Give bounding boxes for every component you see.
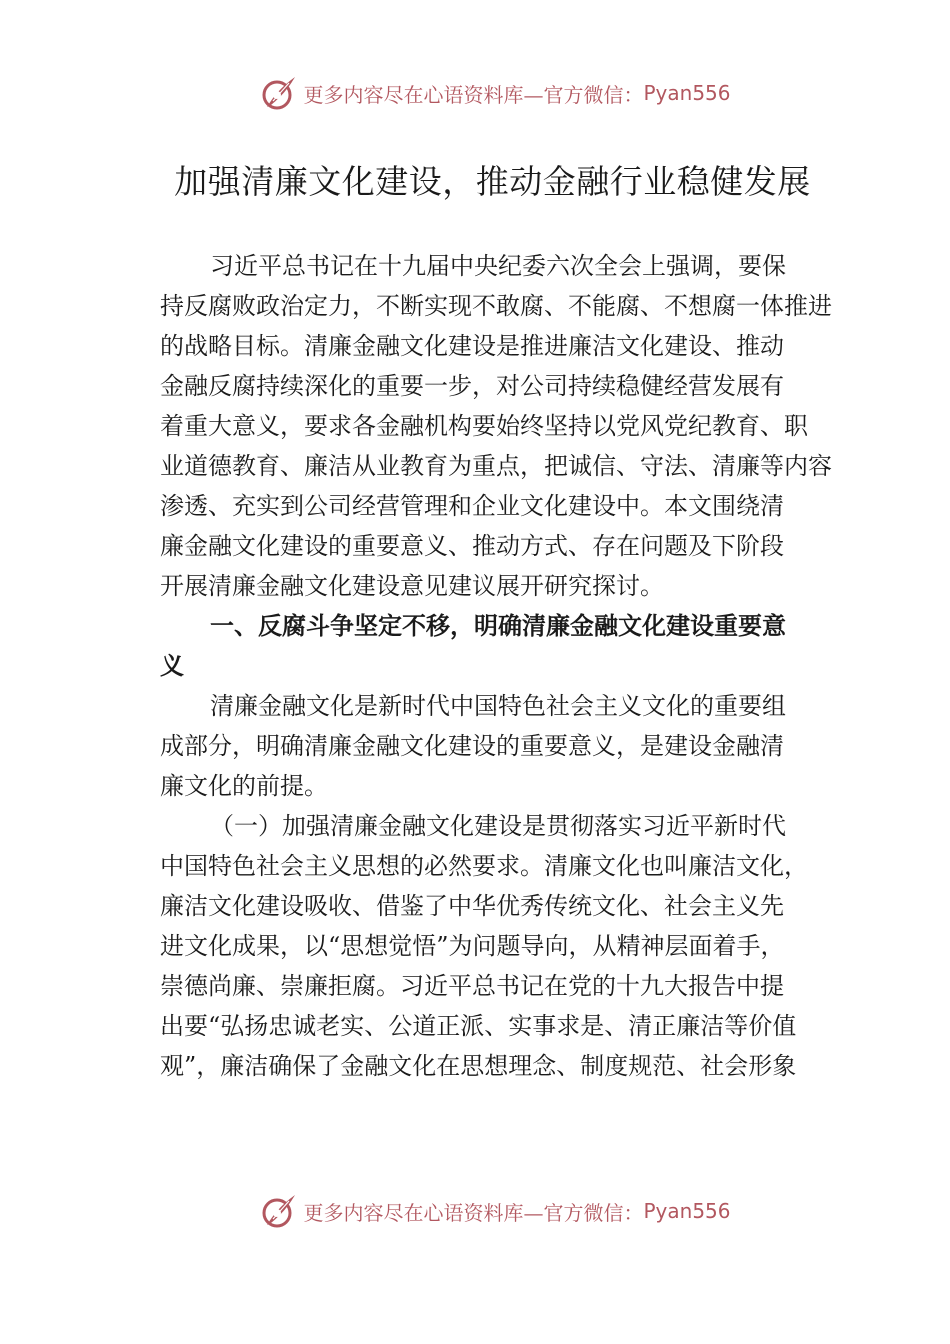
watermark-banner-top — [0, 68, 950, 118]
quill-logo-icon — [259, 1191, 299, 1231]
watermark-text: 更多内容尽在心语资料库—官方微信： — [303, 1200, 644, 1225]
quill-logo-icon — [259, 73, 299, 113]
paragraph-line: 成部分，明确清廉金融文化建设的重要意义，是建设金融清 — [160, 732, 784, 760]
watermark-text: 更多内容尽在心语资料库—官方微信： — [303, 82, 644, 107]
paragraph-line: 出要“弘扬忠诚老实、公道正派、实事求是、清正廉洁等价值 — [160, 1012, 797, 1040]
paragraph — [160, 686, 850, 806]
heading-line: 义 — [160, 652, 184, 680]
watermark-banner-bottom — [0, 1186, 950, 1236]
paragraph-line: 观”，廉洁确保了金融文化在思想理念、制度规范、社会形象 — [160, 1052, 797, 1080]
section-heading — [160, 606, 850, 686]
paragraph-line: 清廉金融文化是新时代中国特色社会主义文化的重要组 — [210, 692, 786, 720]
paragraph-line: 中国特色社会主义思想的必然要求。清廉文化也叫廉洁文化， — [160, 852, 808, 880]
paragraph-line: 的战略目标。清廉金融文化建设是推进廉洁文化建设、推动 — [160, 332, 784, 360]
paragraph-line: 开展清廉金融文化建设意见建议展开研究探讨。 — [160, 572, 664, 600]
heading-line: 一、反腐斗争坚定不移，明确清廉金融文化建设重要意 — [210, 612, 786, 640]
paragraph — [160, 246, 850, 606]
paragraph-line: 廉洁文化建设吸收、借鉴了中华优秀传统文化、社会主义先 — [160, 892, 784, 920]
paragraph-line: 廉文化的前提。 — [160, 772, 328, 800]
watermark-wechat-id: Pyan556 — [643, 1199, 731, 1223]
paragraph-line: 金融反腐持续深化的重要一步，对公司持续稳健经营发展有 — [160, 372, 784, 400]
paragraph-line: 进文化成果，以“思想觉悟”为问题导向，从精神层面着手， — [160, 932, 785, 960]
document-title: 加强清廉文化建设，推动金融行业稳健发展 — [174, 162, 811, 201]
paragraph-line: 着重大意义，要求各金融机构要始终坚持以党风党纪教育、职 — [160, 412, 808, 440]
paragraph-line: 渗透、充实到公司经营管理和企业文化建设中。本文围绕清 — [160, 492, 784, 520]
watermark-wechat-id: Pyan556 — [643, 81, 731, 105]
watermark-banner-inner — [259, 73, 730, 113]
paragraph-line: 持反腐败政治定力，不断实现不敢腐、不能腐、不想腐一体推进 — [160, 292, 832, 320]
paragraph-line: 习近平总书记在十九届中央纪委六次全会上强调，要保 — [210, 252, 786, 280]
paragraph-line: 廉金融文化建设的重要意义、推动方式、存在问题及下阶段 — [160, 532, 784, 560]
paragraph-line: 业道德教育、廉洁从业教育为重点，把诚信、守法、清廉等内容 — [160, 452, 832, 480]
paragraph — [160, 806, 850, 1086]
watermark-banner-inner — [259, 1191, 730, 1231]
paragraph-line: （一）加强清廉金融文化建设是贯彻落实习近平新时代 — [210, 812, 786, 840]
paragraph-line: 崇德尚廉、崇廉拒腐。习近平总书记在党的十九大报告中提 — [160, 972, 784, 1000]
